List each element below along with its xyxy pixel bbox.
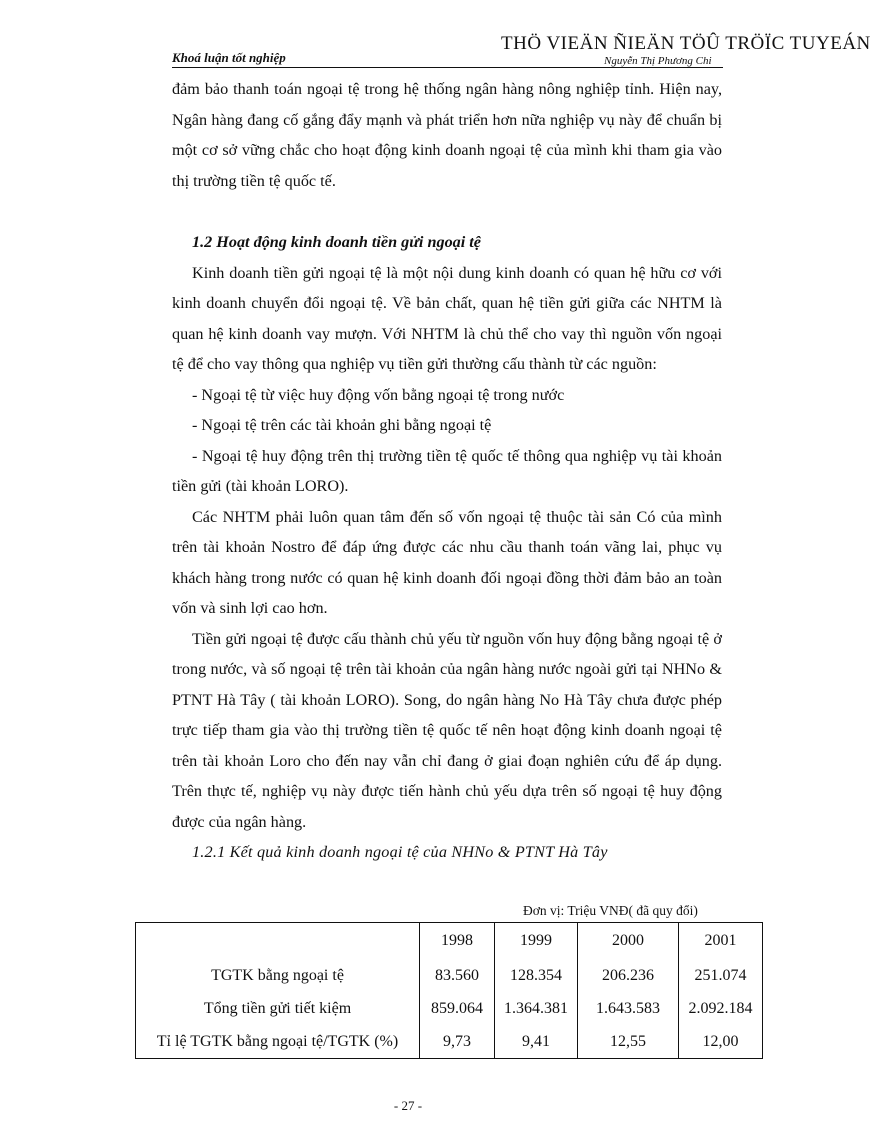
bullet-item-3: - Ngoại tệ huy động trên thị trường tiền tệ quốc tế thông qua nghiệp vụ tài khoản tiền gửi (tài khoản LORO). xyxy=(172,446,722,495)
bullet-item-1: - Ngoại tệ từ việc huy động vốn bằng ngoại tệ trong nước xyxy=(192,385,565,404)
author-name: Nguyễn Thị Phương Chi xyxy=(604,55,712,67)
results-table xyxy=(135,922,763,1059)
row-label: Tổng tiền gửi tiết kiệm xyxy=(136,992,420,1025)
year-header: 2000 xyxy=(578,923,679,960)
row-label: Tỉ lệ TGTK bằng ngoại tệ/TGTK (%) xyxy=(136,1025,420,1059)
table-unit-note: Đơn vị: Triệu VNĐ( đã quy đổi) xyxy=(523,903,698,918)
header-divider xyxy=(172,67,723,68)
page-number: - 27 - xyxy=(393,1098,423,1113)
table-row xyxy=(136,959,763,992)
section-heading: 1.2 Hoạt động kinh doanh tiền gửi ngoại tệ xyxy=(192,233,481,251)
paragraph-2: Các NHTM phải luôn quan tâm đến số vốn ngoại tệ thuộc tài sản Có của mình trên tài khoản Nostro để đáp ứng được các nhu cầu thanh toán vãng lai, phục vụ khách hàng trong nước có quan hệ kinh doanh đối ngoại đồng thời đảm bảo an toàn vốn và sinh lợi cao hơn. xyxy=(172,507,722,617)
table-cell: 12,55 xyxy=(578,1025,679,1059)
table-cell: 9,41 xyxy=(495,1025,578,1059)
table-cell: 859.064 xyxy=(420,992,495,1025)
header-empty-cell xyxy=(136,923,420,960)
table-row xyxy=(136,992,763,1025)
library-watermark-text: THÖ VIEÄN ÑIEÄN TÖÛ TRÖÏC TUYEÁN xyxy=(501,33,871,54)
bullet-item-2: - Ngoại tệ trên các tài khoản ghi bằng ngoại tệ xyxy=(192,416,492,434)
year-header: 1999 xyxy=(495,923,578,960)
row-label: TGTK bằng ngoại tệ xyxy=(136,959,420,992)
table-cell: 206.236 xyxy=(578,959,679,992)
year-header: 1998 xyxy=(420,923,495,960)
table-cell: 12,00 xyxy=(679,1025,763,1059)
table-cell: 9,73 xyxy=(420,1025,495,1059)
paragraph-1: Kinh doanh tiền gửi ngoại tệ là một nội dung kinh doanh có quan hệ hữu cơ với kinh doanh chuyển đổi ngoại tệ. Về bản chất, quan hệ tiền gửi giữa các NHTM là quan hệ kinh doanh vay mượn. Với NHTM là chủ thể cho vay thì nguồn vốn ngoại tệ để cho vay thông qua nghiệp vụ tiền gửi thường cấu thành từ các nguồn: xyxy=(172,263,722,373)
sub-heading: 1.2.1 Kết quả kinh doanh ngoại tệ của NHNo & PTNT Hà Tây xyxy=(192,843,608,861)
table-cell: 1.643.583 xyxy=(578,992,679,1025)
thesis-label: Khoá luận tốt nghiệp xyxy=(172,50,286,65)
table-cell: 83.560 xyxy=(420,959,495,992)
paragraph-3: Tiền gửi ngoại tệ được cấu thành chủ yếu từ nguồn vốn huy động bằng ngoại tệ ở trong nước, và số ngoại tệ trên tài khoản của ngân hàng nước ngoài gửi tại NHNo & PTNT Hà Tây ( tài khoản LORO). Song, do ngân hàng No Hà Tây chưa được phép trực tiếp tham gia vào thị trường tiền tệ quốc tế nên hoạt động kinh doanh ngoại tệ trên tài khoản Loro cho đến nay vẫn chỉ đang ở giai đoạn nghiên cứu để áp dụng. Trên thực tế, nghiệp vụ này được tiến hành chủ yếu dựa trên số ngoại tệ huy động được của ngân hàng. xyxy=(172,629,722,831)
table-cell: 251.074 xyxy=(679,959,763,992)
table-cell: 1.364.381 xyxy=(495,992,578,1025)
intro-paragraph: đảm bảo thanh toán ngoại tệ trong hệ thống ngân hàng nông nghiệp tỉnh. Hiện nay, Ngân hàng đang cố gắng đẩy mạnh và phát triển hơn nữa nghiệp vụ này để chuẩn bị một cơ sở vững chắc cho hoạt động kinh doanh ngoại tệ của mình khi tham gia vào thị trường tiền tệ quốc tế. xyxy=(172,80,722,190)
document-body xyxy=(172,74,722,868)
year-header: 2001 xyxy=(679,923,763,960)
table-header-row xyxy=(136,923,763,960)
table-cell: 2.092.184 xyxy=(679,992,763,1025)
table-cell: 128.354 xyxy=(495,959,578,992)
table-row xyxy=(136,1025,763,1059)
